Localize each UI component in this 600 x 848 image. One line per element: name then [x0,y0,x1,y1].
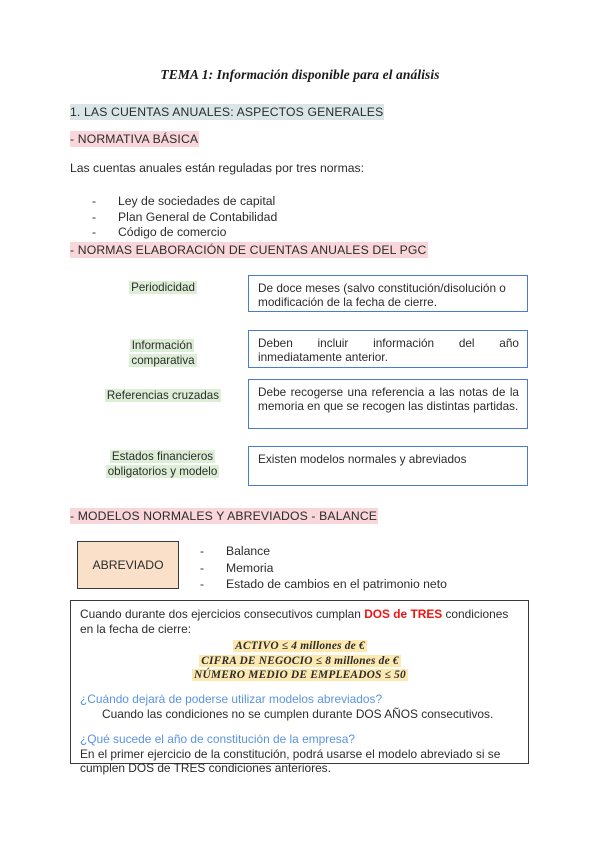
dash-bullet-icon: - [200,577,205,591]
summary-lead-after: condiciones en la fecha de cierre: [80,607,509,636]
condition-row [80,654,520,669]
summary-question-2: ¿Qué sucede el año de constitución de la empresa? [80,732,355,747]
list-item-label: Memoria [226,560,274,575]
abreviado-box [77,541,179,589]
summary-question-1: ¿Cuándo dejará de poderse utilizar modelos abreviados? [80,691,383,706]
conditions-block [80,639,520,683]
heading-cuentas-anuales-text: 1. LAS CUENTAS ANUALES: ASPECTOS GENERALES [70,105,384,119]
dash-bullet-icon: - [92,209,97,224]
dash-bullet-icon: - [92,225,97,239]
norma-label-text: Referencias cruzadas [106,389,220,402]
norma-label-informacion-comparativa [98,339,228,368]
heading-modelos-balance [70,509,378,523]
heading-modelos-balance-text: - MODELOS NORMALES Y ABREVIADOS - BALANCE [70,509,378,523]
condition-row [80,668,520,683]
norma-label-estados-financieros [80,450,245,479]
summary-lead [80,607,520,636]
heading-normas-elaboracion [70,243,428,257]
list-item [92,194,277,210]
heading-normativa-basica [70,132,199,146]
summary-answer-2: En el primer ejercicio de la constitución, podrá usarse el modelo abreviado si se cumplen DOS de TRES condiciones anteriores. [80,746,501,776]
list-item-label: Código de comercio [118,225,227,239]
heading-normas-elaboracion-text: - NORMAS ELABORACIÓN DE CUENTAS ANUALES DEL PGC [70,243,427,257]
norma-label-text: Estados financieros obligatorios y modelo [107,450,218,478]
norma-label-referencias-cruzadas [78,389,248,404]
norma-label-text: Información comparativa [131,339,195,367]
list-item [200,576,447,593]
norma-box-referencias-cruzadas: Debe recogerse una referencia a las notas de la memoria en que se recogen las distintas partidas. [248,379,528,429]
condition-row [80,639,520,654]
abreviado-box-label: ABREVIADO [92,558,164,572]
condition-text: CIFRA DE NEGOCIO ≤ 8 millones de € [201,654,399,667]
norma-box-estados-financieros: Existen modelos normales y abreviados [248,446,528,486]
intro-paragraph: Las cuentas anuales están reguladas por tres normas: [70,161,365,175]
summary-lead-highlight: DOS de TRES [364,607,443,621]
norma-box-informacion-comparativa: Deben incluir información del año inmediatamente anterior. [248,330,528,368]
norma-label-text: Periodicidad [131,281,195,294]
list-item-label: Ley de sociedades de capital [118,194,276,208]
list-item [92,225,277,241]
abreviado-list [200,543,447,593]
dash-bullet-icon: - [200,560,205,575]
list-item-label: Plan General de Contabilidad [118,209,278,224]
norma-label-periodicidad [98,281,228,296]
summary-box [70,600,529,776]
dash-bullet-icon: - [200,544,205,558]
condition-text: NÚMERO MEDIO DE EMPLEADOS ≤ 50 [194,669,406,682]
heading-cuentas-anuales [70,105,384,119]
list-item [92,210,277,226]
list-item-label: Estado de cambios en el patrimonio neto [226,577,447,591]
page-title: TEMA 1: Información disponible para el análisis [160,67,440,82]
heading-normativa-basica-text: - NORMATIVA BÁSICA [70,132,199,146]
summary-answer-1: Cuando las condiciones no se cumplen durante DOS AÑOS consecutivos. [102,706,494,721]
list-item-label: Balance [226,544,271,558]
summary-lead-before: Cuando durante dos ejercicios consecutivos cumplan [80,607,365,621]
condition-text: ACTIVO ≤ 4 millones de € [235,640,365,653]
list-item [200,543,447,560]
list-item [200,560,447,577]
dash-bullet-icon: - [92,194,97,208]
norma-box-periodicidad: De doce meses (salvo constitución/disolución o modificación de la fecha de cierre. [248,275,528,312]
normas-list [92,194,277,241]
